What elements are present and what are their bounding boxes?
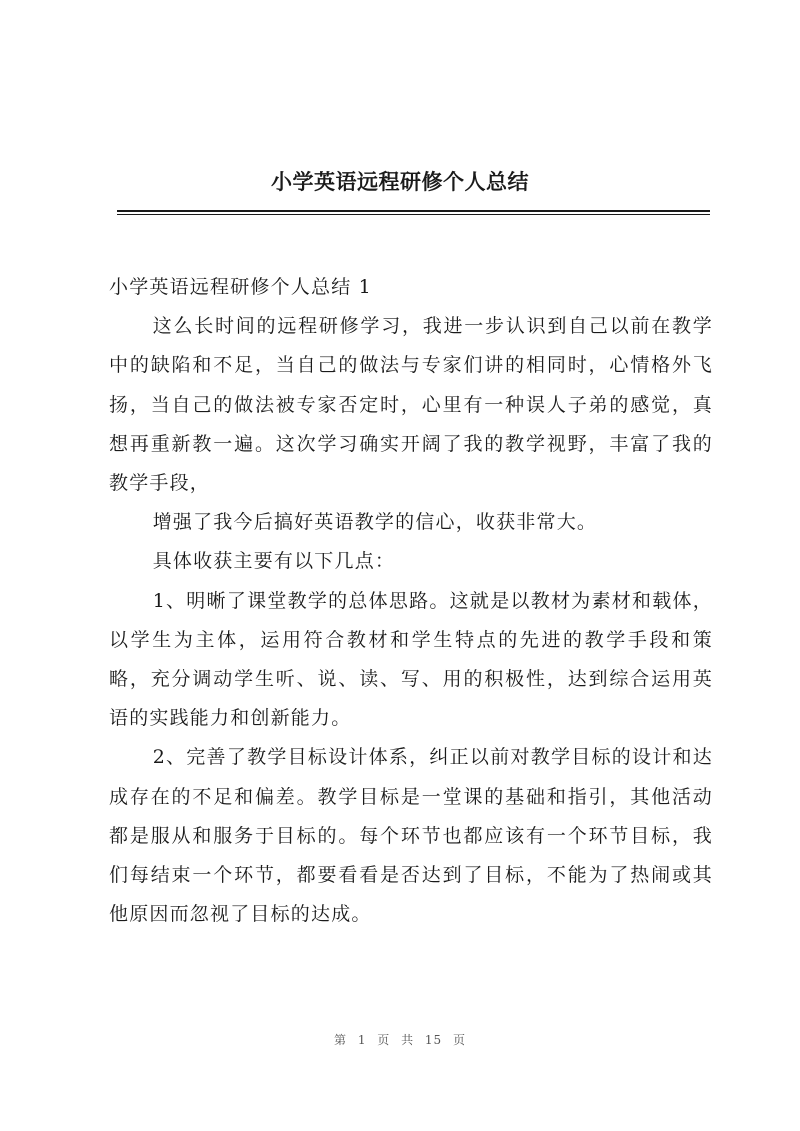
body-paragraph: 增强了我今后搞好英语教学的信心，收获非常大。 [152,511,598,534]
body-paragraph: 这么长时间的远程研修学习，我进一步认识到自己以前在教学中的缺陷和不足，当自己的做法与专家们讲的相同时，心情格外飞扬，当自己的做法被专家否定时，心里有一种误人子弟的感觉，真想再重新教一遍。这次学习确实开阔了我的教学视野，丰富了我的教学手段， [109,315,713,495]
body-paragraph: 1、明晰了课堂教学的总体思路。这就是以教材为素材和载体，以学生为主体，运用符合教材和学生特点的先进的教学手段和策略，充分调动学生听、说、读、写、用的积极性，达到综合运用英语的实践能力和创新能力。 [109,589,713,730]
section-heading: 小学英语远程研修个人总结 1 [109,276,372,298]
page-number-footer: 第 1 页 共 15 页 [334,1033,466,1047]
body-paragraph: 2、完善了教学目标设计体系，纠正以前对教学目标的设计和达成存在的不足和偏差。教学目标是一堂课的基础和指引，其他活动都是服从和服务于目标的。每个环节也都应该有一个环节目标，我们每结束一个环节，都要看看是否达到了目标，不能为了热闹或其他原因而忽视了目标的达成。 [109,746,713,926]
document-body [109,268,713,934]
body-paragraph: 具体收获主要有以下几点： [152,550,396,573]
title-divider-thick [117,210,710,212]
title-divider-thin [117,214,710,215]
document-title: 小学英语远程研修个人总结 [271,169,529,194]
